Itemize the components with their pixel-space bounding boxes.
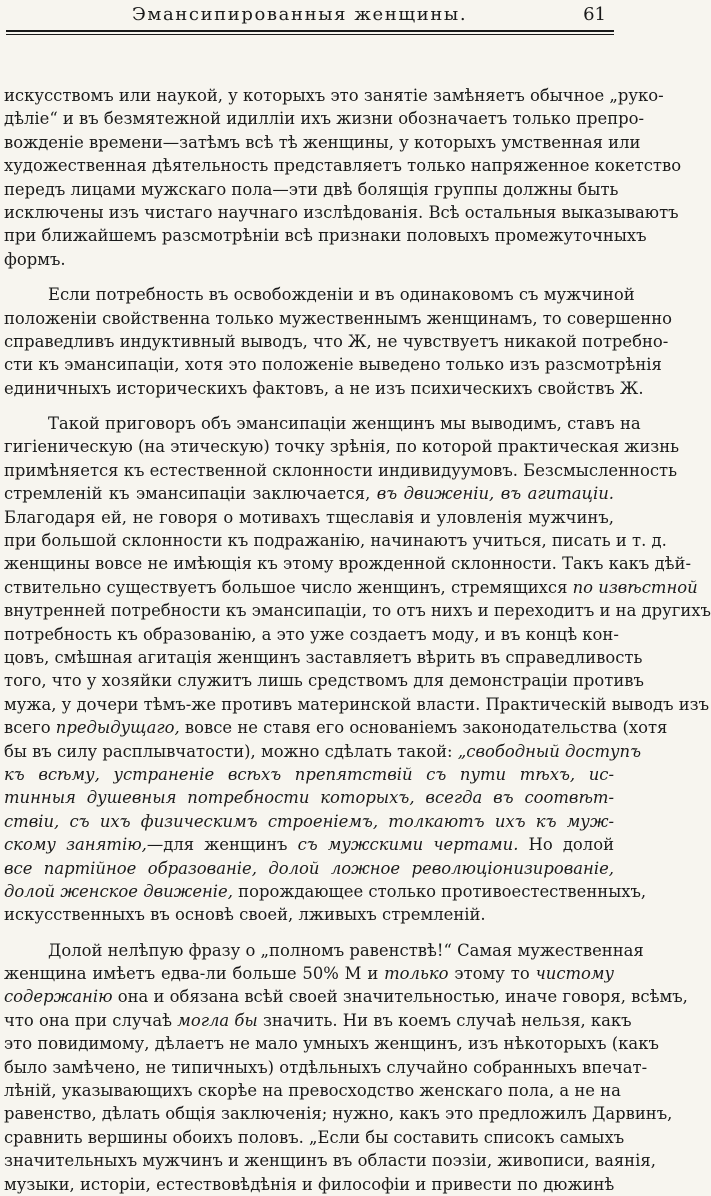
- italic-emphasis: съ мужскими чертами.: [297, 835, 519, 855]
- text-run: искусственныхъ въ основѣ своей, лживыхъ стремленій.: [4, 905, 486, 925]
- text-line: [4, 154, 682, 177]
- text-line: [4, 786, 614, 809]
- text-run: потребность къ образованію, а это уже создаетъ моду, и въ концѣ кон-: [4, 624, 619, 644]
- text-line: [4, 599, 711, 622]
- paragraph: [4, 412, 711, 927]
- text-run: —для женщинъ: [146, 835, 298, 855]
- text-line: [4, 1056, 648, 1079]
- text-line: [4, 810, 614, 833]
- italic-emphasis: скому занятію,: [4, 835, 147, 855]
- text-run: Если потребность въ освобожденіи и въ одинаковомъ съ мужчиной: [48, 285, 635, 305]
- text-run: Долой нелѣпую фразу о „полномъ равенствѣ!“ Самая мужественная: [48, 940, 644, 960]
- text-line: [4, 552, 691, 575]
- text-run: бы въ силу расплывчатости), можно сдѣлать такой:: [4, 741, 458, 761]
- text-run: справедливъ индуктивный выводъ, что Ж, не чувствуетъ никакой потребно-: [4, 331, 669, 351]
- italic-emphasis: чистому: [535, 964, 615, 984]
- text-run: женщины вовсе не имѣющія къ этому врожденной склонности. Такъ какъ дѣй-: [4, 554, 691, 574]
- text-line: [4, 529, 667, 552]
- text-run: равенство, дѣлать общія заключенія; нужно, какъ это предложилъ Дарвинъ,: [4, 1104, 673, 1124]
- text-run: женщина имѣетъ едва-ли больше 50% М и: [4, 964, 385, 984]
- text-run: дѣліе“ и въ безмятежной идилліи ихъ жизни обозначаетъ только препро-: [4, 109, 645, 129]
- italic-emphasis: все партійное образованіе, долой ложное революціонизированіе,: [4, 858, 614, 878]
- text-line: [4, 1149, 656, 1172]
- text-line: [4, 435, 680, 458]
- running-title: Эмансипированныя женщины.: [132, 4, 468, 25]
- text-line: [4, 353, 662, 376]
- text-line: [4, 307, 673, 330]
- italic-emphasis: къ всѣму, устраненіе всѣхъ препятствій съ пути тѣхъ, ис-: [4, 764, 614, 784]
- text-line: [4, 1079, 621, 1102]
- text-line: [4, 1009, 632, 1032]
- text-line: [4, 84, 664, 107]
- text-line: [4, 459, 678, 482]
- text-line: [4, 201, 679, 224]
- text-line: [4, 178, 619, 201]
- text-run: Но долой: [518, 835, 614, 855]
- text-line: [4, 283, 635, 306]
- text-run: вовсе не ставя его основаніемъ законодательства (хотя: [179, 718, 668, 738]
- italic-emphasis: только: [384, 964, 449, 984]
- text-line: [4, 623, 619, 646]
- text-run: музыки, исторіи, естествовѣдѣнія и философіи и привести по дюжинѣ: [4, 1174, 615, 1194]
- text-line: [4, 377, 644, 400]
- text-run: значительныхъ мужчинъ и женщинъ въ области поэзіи, живописи, ваянія,: [4, 1151, 656, 1171]
- text-run: передъ лицами мужскаго пола—эти двѣ болящія группы должны быть: [4, 179, 619, 199]
- text-run: цовъ, смѣшная агитація женщинъ заставляетъ вѣрить въ справедливость: [4, 647, 643, 667]
- text-line: [4, 763, 614, 786]
- text-run: художественная дѣятельность представляетъ только напряженное кокетство: [4, 156, 682, 176]
- text-line: [4, 962, 614, 985]
- italic-emphasis: „свободный доступъ: [457, 741, 642, 761]
- paragraph: [4, 939, 688, 1196]
- text-run: вожденіе времени—затѣмъ всѣ тѣ женщины, у которыхъ умственная или: [4, 132, 641, 152]
- text-run: Такой приговоръ объ эмансипаціи женщинъ мы выводимъ, ставъ на: [48, 414, 641, 434]
- text-run: значить. Ни въ коемъ случаѣ нельзя, какъ: [257, 1010, 632, 1030]
- text-run: сти къ эмансипаціи, хотя это положеніе выведено только изъ разсмотрѣнія: [4, 355, 662, 375]
- text-line: [4, 107, 645, 130]
- italic-emphasis: могла бы: [177, 1010, 258, 1030]
- text-line: [4, 248, 614, 271]
- text-run: лѣній, указывающихъ скорѣе на превосходство женскаго пола, а не на: [4, 1081, 621, 1101]
- italic-emphasis: предыдущаго,: [55, 718, 180, 738]
- text-run: это повидимому, дѣлаетъ не мало умныхъ женщинъ, изъ нѣкоторыхъ (какъ: [4, 1034, 659, 1054]
- page-header: [0, 2, 620, 28]
- text-line: [4, 224, 647, 247]
- text-run: при большой склонности къ подражанію, начинаютъ учиться, писать и т. д.: [4, 531, 667, 551]
- text-run: исключены изъ чистаго научнаго изслѣдованія. Всѣ остальныя выказываютъ: [4, 202, 679, 222]
- text-run: формъ.: [4, 249, 66, 269]
- text-line: [4, 1173, 614, 1196]
- text-line: [4, 985, 688, 1008]
- text-run: мужа, у дочери тѣмъ-же противъ материнской власти. Практическій выводъ изъ: [4, 694, 710, 714]
- text-line: [4, 330, 669, 353]
- paragraph: [4, 283, 673, 400]
- text-run: ствительно существуетъ большое число женщинъ, стремящихся: [4, 577, 573, 597]
- text-run: единичныхъ историческихъ фактовъ, а не изъ психическихъ свойствъ Ж.: [4, 378, 644, 398]
- text-run: всего: [4, 718, 56, 738]
- text-line: [4, 1126, 625, 1149]
- text-run: гигіеническую (на этическую) точку зрѣнія, по которой практическая жизнь: [4, 437, 680, 457]
- text-run: Благодаря ей, не говоря о мотивахъ тщеславія и уловленія мужчинъ,: [4, 507, 614, 527]
- text-run: внутренней потребности къ эмансипаціи, то отъ нихъ и переходитъ и на другихъ: [4, 601, 711, 621]
- text-line: [4, 482, 614, 505]
- text-run: положеніи свойственна только мужественнымъ женщинамъ, то совершенно: [4, 308, 673, 328]
- text-line: [4, 576, 698, 599]
- text-line: [4, 939, 644, 962]
- italic-emphasis: содержанію: [4, 987, 113, 1007]
- italic-emphasis: долой женское движеніе,: [4, 881, 233, 901]
- text-line: [4, 1032, 659, 1055]
- paragraph: [4, 84, 682, 271]
- text-line: [4, 740, 642, 763]
- text-run: искусствомъ или наукой, у которыхъ это занятіе замѣняетъ обычное „руко-: [4, 86, 664, 105]
- text-run: этому то: [448, 964, 536, 984]
- text-line: [4, 880, 647, 903]
- text-run: того, что у хозяйки служитъ лишь средствомъ для демонстраціи противъ: [4, 671, 644, 691]
- text-line: [4, 506, 614, 529]
- text-run: сравнить вершины обоихъ половъ. „Если бы составить списокъ самыхъ: [4, 1127, 625, 1147]
- italic-emphasis: по извѣстной: [572, 577, 698, 597]
- text-run: при ближайшемъ разсмотрѣніи всѣ признаки половыхъ промежуточныхъ: [4, 226, 647, 246]
- text-line: [4, 693, 710, 716]
- text-line: [4, 669, 644, 692]
- text-line: [4, 412, 641, 435]
- text-line: [4, 646, 643, 669]
- italic-emphasis: тинныя душевныя потребности которыхъ, всегда въ соотвѣт-: [4, 788, 614, 808]
- body-text: [4, 84, 711, 1196]
- text-run: она и обязана всѣй своей значительностью, иначе говоря, всѣмъ,: [112, 987, 688, 1007]
- text-run: порождающее столько противоестественныхъ,: [232, 881, 647, 901]
- italic-emphasis: въ движеніи, въ агитаціи.: [376, 484, 614, 504]
- page-number: 61: [583, 4, 606, 25]
- header-rule: [6, 30, 614, 32]
- text-line: [4, 833, 614, 856]
- header-rule-thin: [6, 34, 614, 35]
- text-run: стремленій къ эмансипаціи заключается,: [4, 484, 377, 504]
- text-line: [4, 857, 614, 880]
- text-run: что она при случаѣ: [4, 1010, 178, 1030]
- text-line: [4, 716, 668, 739]
- text-line: [4, 1102, 673, 1125]
- text-run: примѣняется къ естественной склонности индивидуумовъ. Безсмысленность: [4, 460, 678, 480]
- text-line: [4, 903, 614, 926]
- text-run: было замѣчено, не типичныхъ) отдѣльныхъ случайно собранныхъ впечат-: [4, 1057, 648, 1077]
- italic-emphasis: ствіи, съ ихъ физическимъ строеніемъ, толкаютъ ихъ къ муж-: [4, 811, 614, 831]
- text-line: [4, 131, 641, 154]
